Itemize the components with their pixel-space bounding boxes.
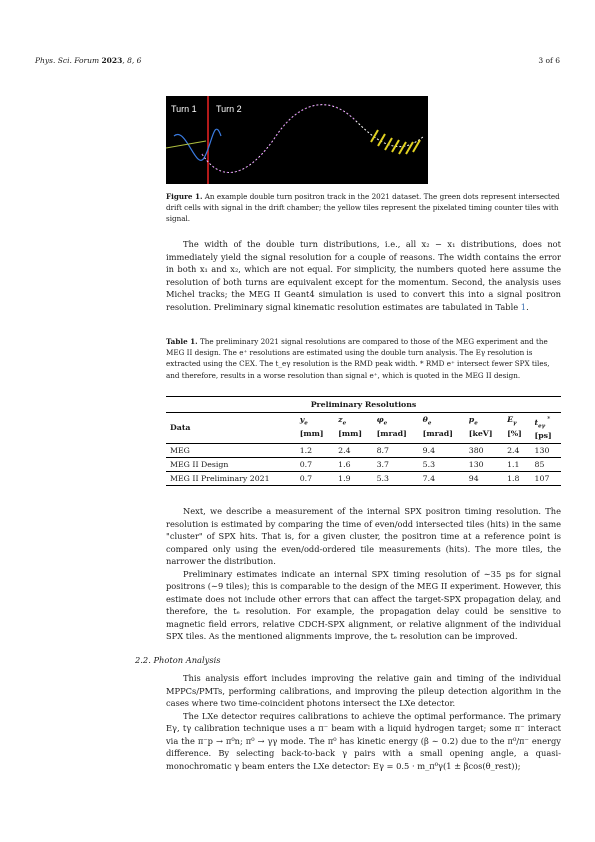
table-row	[166, 472, 561, 486]
table-row	[166, 444, 561, 458]
table-cell: 3.7	[373, 458, 419, 472]
figure-caption: Figure 1. An example double turn positron track in the 2021 dataset. The green dots represent intersected drift cells with signal in the drift chamber; the yellow tiles represent the pixelated timing counter tiles with signal.	[166, 192, 560, 224]
table-cell: 0.7	[296, 472, 334, 486]
table-reference-link[interactable]: 1	[520, 301, 527, 312]
paragraph-photon: This analysis effort includes improving the relative gain and timing of the individual MPPCs/PMTs, performing calibrations, and improving the pileup detection algorithm in the cases where two time-coincident photons intersect the LXe detector. The LXe detector requires calibrations to achieve the optimal performance. The primary Eγ, tγ calibration technique uses a π⁻ beam with a liquid hydrogen target; some π⁻ interact via the π⁻p → π⁰n; π⁰ → γγ mode. The π⁰ has kinetic energy (β ∼ 0.2) due to the π⁰/π⁻ energy difference. By selecting back-to-back γ pairs with a small opening angle, a quasi-monochromatic γ beam enters the LXe detector: Eγ = 0.5 · m_π⁰γ(1 ± βcos(θ_rest));	[166, 673, 561, 771]
table-header-row	[166, 413, 561, 444]
timing-tiles	[371, 130, 420, 154]
table-cell: 7.4	[419, 472, 465, 486]
table-cell: 5.3	[419, 458, 465, 472]
row-label: MEG	[166, 444, 296, 458]
table-cell: 9.4	[419, 444, 465, 458]
paragraph-timing: Next, we describe a measurement of the internal SPX positron timing resolution. The resolution is estimated by comparing the time of even/odd intersected tiles (hits) in the same "cluster" of SPX hits. That is, for a given cluster, the positron time at a reference point is compared only using the even/odd-ordered tile measurements (hits). The more tiles, the narrower the distribution. Preliminary estimates indicate an internal SPX timing resolution of ∼35 ps for signal positrons (∼9 tiles); this is comparable to the design of the MEG II experiment. However, this estimate does not include other errors that can affect the target-SPX propagation delay, and therefore, the tₑ resolution. For example, the propagation delay could be sensitive to magnetic field errors, relative CDCH-SPX alignment, or relative alignment of the individual SPX tiles. As the mentioned alignments improve, the tₑ resolution can be improved.	[166, 506, 561, 641]
table-cell: 0.7	[296, 458, 334, 472]
turn2-label: Turn 2	[216, 104, 242, 114]
table-cell: 130	[531, 444, 561, 458]
table-cell: 1.9	[334, 472, 372, 486]
table-cell: 1.6	[334, 458, 372, 472]
resolutions-table	[166, 396, 561, 486]
column-header-0: $y_e$ [mm]	[296, 413, 334, 444]
data-column-header: Data	[166, 413, 296, 444]
column-header-1: $z_e$ [mm]	[334, 413, 372, 444]
table-cell: 1.8	[503, 472, 530, 486]
column-header-6: $t_{e\gamma}$ * [ps]	[531, 413, 561, 444]
row-label: MEG II Design	[166, 458, 296, 472]
track-turn1	[174, 129, 221, 160]
table-cell: 130	[465, 458, 503, 472]
table-cell: 1.1	[503, 458, 530, 472]
table-cell: 1.2	[296, 444, 334, 458]
page-number: 3 of 6	[538, 56, 560, 65]
track-drift-cells	[202, 105, 356, 173]
paragraph-resolution: The width of the double turn distributions, i.e., all x₂ − x₁ distributions, does not immediately yield the signal resolution for a couple of reasons. The width contains the error in both x₁ and x₂, which are not equal. For simplicity, the numbers quoted here assume the resolution of both turns are equivalent except for the momentum. Second, the analysis uses Michel tracks; the MEG II Geant4 simulation is used to convert this into a signal positron resolution. Preliminary signal kinematic resolution estimates are tabulated in Table 1.	[166, 239, 561, 312]
row-label: MEG II Preliminary 2021	[166, 472, 296, 486]
section-heading: 2.2. Photon Analysis	[135, 655, 221, 665]
table-cell: 94	[465, 472, 503, 486]
table-cell: 107	[531, 472, 561, 486]
column-header-5: $E_\gamma$ [%]	[503, 413, 530, 444]
page-header	[35, 56, 560, 65]
table-caption: Table 1. The preliminary 2021 signal resolutions are compared to those of the MEG experiment and the MEG II design. The e⁺ resolutions are estimated using the double turn analysis. The Eγ resolution is extracted using the CEX. The t_eγ resolution is the RMD peak width. * RMD e⁺ intersect fewer SPX tiles, and therefore, results in a worse resolution than signal e⁺, which is quoted in the MEG II design.	[166, 337, 550, 380]
table-cell: 380	[465, 444, 503, 458]
table-title: Preliminary Resolutions	[166, 397, 561, 413]
journal-citation: Phys. Sci. Forum 2023, 8, 6	[35, 56, 142, 65]
table-cell: 8.7	[373, 444, 419, 458]
table-cell: 85	[531, 458, 561, 472]
table-cell: 2.4	[503, 444, 530, 458]
column-header-2: $\varphi_e$ [mrad]	[373, 413, 419, 444]
turn1-label: Turn 1	[171, 104, 197, 114]
column-header-4: $p_e$ [keV]	[465, 413, 503, 444]
figure-track-image	[166, 96, 428, 184]
table-cell: 2.4	[334, 444, 372, 458]
column-header-3: $\theta_e$ [mrad]	[419, 413, 465, 444]
table-row	[166, 458, 561, 472]
table-cell: 5.3	[373, 472, 419, 486]
